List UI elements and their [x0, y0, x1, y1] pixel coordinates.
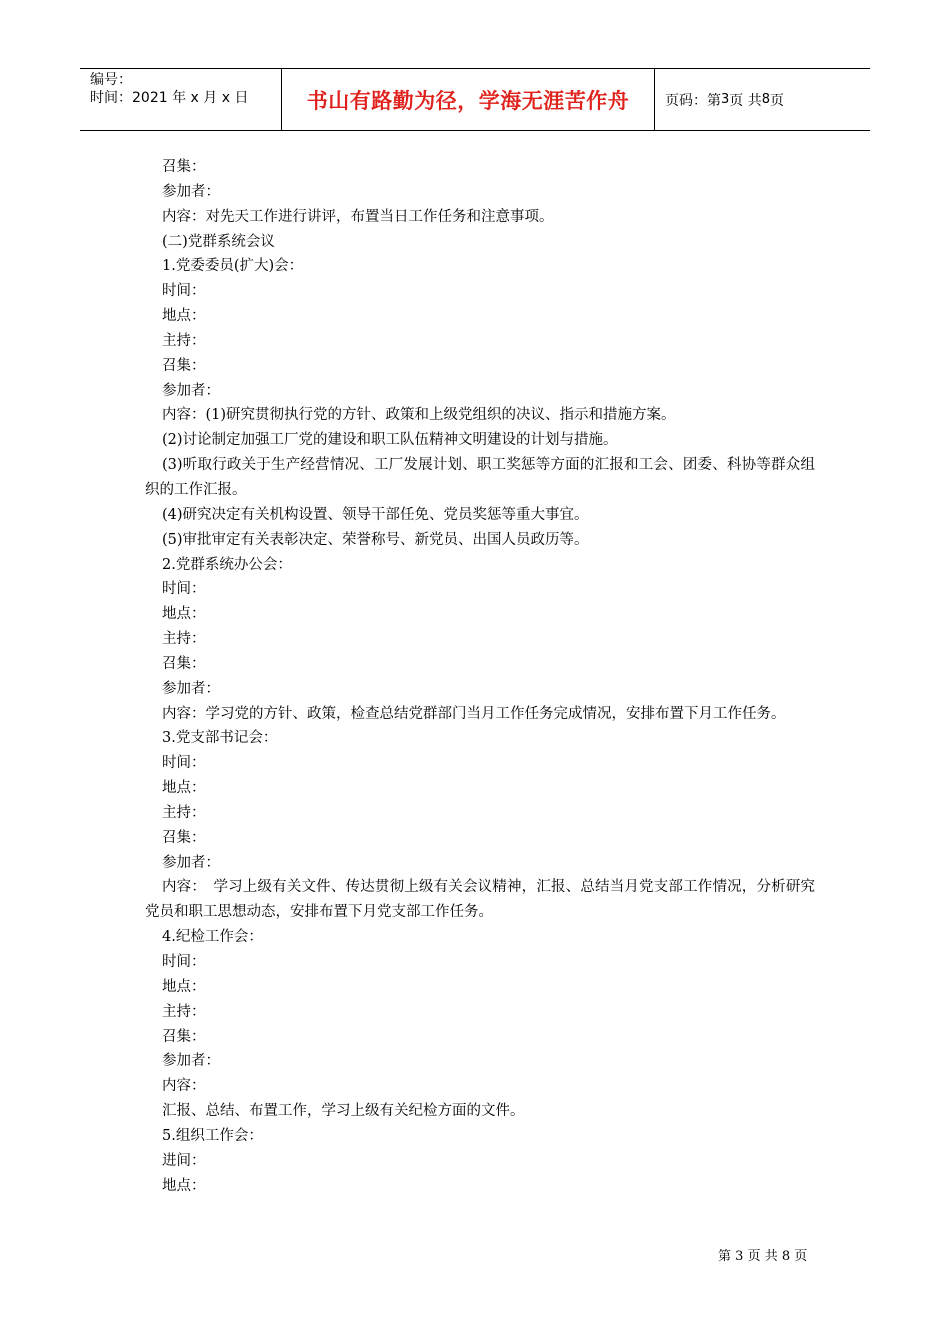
body-line: 主持：	[162, 332, 206, 349]
body-line: 召集：	[162, 829, 206, 846]
body-line: (5)审批审定有关表彰决定、荣誉称号、新党员、出国人员政历等。	[162, 531, 589, 548]
subsection-heading: 2.党群系统办公会：	[162, 556, 292, 573]
body-line: 汇报、总结、布置工作，学习上级有关纪检方面的文件。	[162, 1103, 525, 1120]
body-line: 时间：	[162, 755, 206, 772]
body-line: 内容：(1)研究贯彻执行党的方针、政策和上级党组织的决议、指示和措施方案。	[162, 407, 676, 424]
subsection-heading: 5.组织工作会：	[162, 1127, 263, 1144]
body-line: 时间：	[162, 283, 206, 300]
subsection-heading: 4.纪检工作会：	[162, 929, 263, 946]
body-line: 主持：	[162, 631, 206, 648]
body-line: 地点：	[162, 308, 206, 325]
document-number-label: 编号：	[90, 72, 132, 88]
body-line: 地点：	[162, 978, 206, 995]
footer-total-pages: 8	[781, 1249, 791, 1264]
body-line: 参加者：	[162, 680, 220, 697]
body-line: (2)讨论制定加强工厂党的建设和职工队伍精神文明建设的计划与措施。	[162, 432, 618, 449]
body-line: 进间：	[162, 1152, 206, 1169]
footer-current-page: 3	[735, 1249, 744, 1264]
body-line: 内容：对先天工作进行讲评，布置当日工作任务和注意事项。	[162, 208, 554, 225]
page-current: 3	[721, 92, 730, 107]
body-line: 参加者：	[162, 382, 220, 399]
body-line: 主持：	[162, 804, 206, 821]
body-line: (4)研究决定有关机构设置、领导干部任免、党员奖惩等重大事宜。	[162, 506, 589, 523]
body-paragraph: (3)听取行政关于生产经营情况、工厂发展计划、职工奖惩等方面的汇报和工会、团委、科协等群众组织的工作汇报。	[145, 457, 815, 498]
body-line: 地点：	[162, 606, 206, 623]
body-line: 主持：	[162, 1003, 206, 1020]
subsection-heading: 1.党委委员(扩大)会：	[162, 258, 304, 275]
section-heading: (二)党群系统会议	[162, 233, 275, 250]
document-time: 时间：2021 年 x 月 x 日	[90, 90, 249, 106]
body-paragraph: 内容： 学习上级有关文件、传达贯彻上级有关会议精神，汇报、总结当月党支部工作情况，分析研究党员和职工思想动态，安排布置下月党支部工作任务。	[145, 879, 815, 921]
body-line: 参加者：	[162, 183, 220, 200]
header-meta-cell	[80, 69, 282, 130]
body-line: 时间：	[162, 954, 206, 970]
body-line: 参加者：	[162, 1053, 220, 1070]
body-line: 时间：	[162, 581, 206, 598]
body-line: 地点：	[162, 1177, 206, 1194]
header-page-indicator	[655, 69, 870, 130]
page-footer	[718, 1248, 807, 1266]
body-line: 参加者：	[162, 854, 220, 871]
body-line: 召集：	[162, 357, 206, 374]
footer-prefix: 第	[718, 1249, 732, 1264]
footer-mid: 页 共	[747, 1249, 778, 1264]
page-label: 页码：第	[665, 92, 721, 109]
body-line: 召集：	[162, 159, 206, 175]
header-motto: 书山有路勤为径，学海无涯苦作舟	[282, 69, 655, 130]
document-body	[145, 155, 815, 1198]
page-header	[80, 68, 870, 131]
subsection-heading: 3.党支部书记会：	[162, 730, 278, 747]
body-line: 召集：	[162, 655, 206, 672]
body-line: 内容：	[162, 1078, 206, 1095]
page-end: 页	[770, 92, 785, 109]
body-paragraph: 内容：学习党的方针、政策，检查总结党群部门当月工作任务完成情况，安排布置下月工作任务。	[162, 705, 786, 722]
body-line: 召集：	[162, 1028, 206, 1045]
page-total: 8	[761, 92, 771, 107]
footer-suffix: 页	[794, 1249, 808, 1264]
page-mid: 页 共	[729, 92, 762, 109]
body-line: 地点：	[162, 780, 206, 797]
